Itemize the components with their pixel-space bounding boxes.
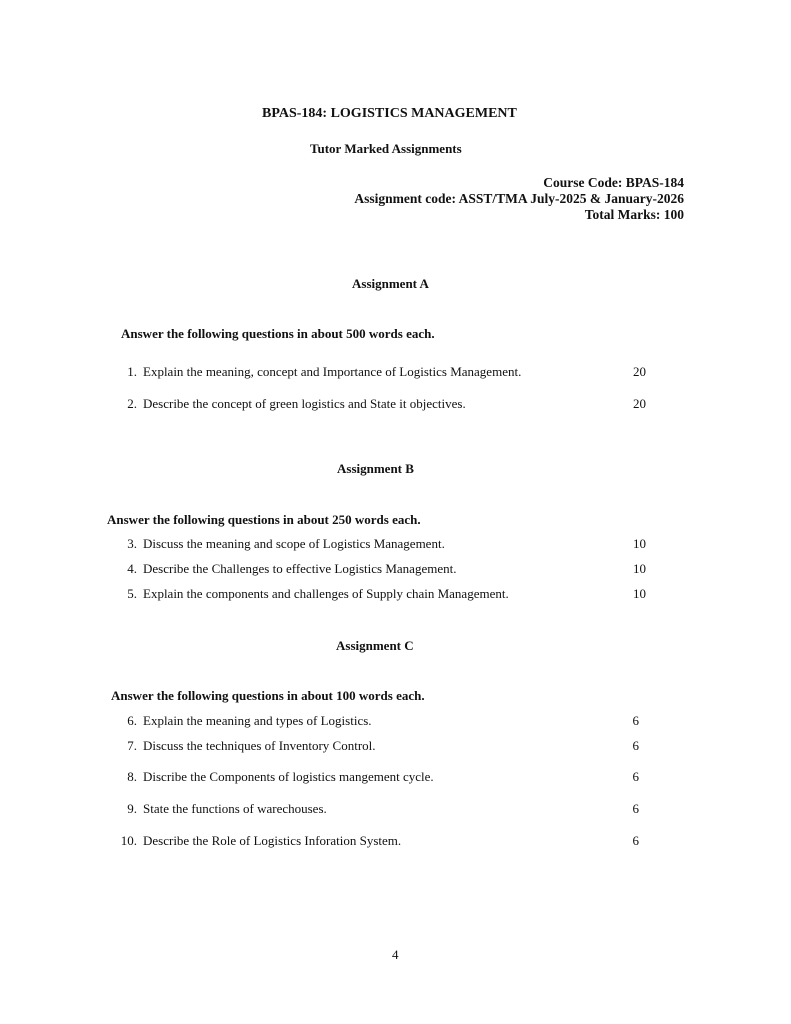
- question-number: 6.: [127, 713, 137, 728]
- course-code: Course Code: BPAS-184: [543, 175, 684, 190]
- question-row: [113, 738, 376, 754]
- question-text: Describe the concept of green logistics and State it objectives.: [143, 396, 466, 411]
- question-text: Explain the meaning and types of Logistics.: [143, 713, 372, 728]
- question-row: [113, 561, 456, 577]
- question-row: [113, 364, 521, 380]
- section-heading: Assignment C: [336, 638, 414, 653]
- question-row: [113, 801, 327, 817]
- question-number: 1.: [127, 364, 137, 379]
- question-marks: 10: [633, 536, 646, 551]
- question-text: State the functions of warechouses.: [143, 801, 327, 816]
- section-heading: Assignment A: [352, 276, 429, 291]
- section-instruction: Answer the following questions in about 250 words each.: [107, 512, 421, 527]
- question-row: [113, 713, 372, 729]
- section-heading: Assignment B: [337, 461, 414, 476]
- question-marks: 6: [632, 713, 639, 728]
- question-number: 4.: [127, 561, 137, 576]
- assignment-code: Assignment code: ASST/TMA July-2025 & January-2026: [354, 191, 684, 206]
- question-number: 8.: [127, 769, 137, 784]
- question-row: [113, 833, 401, 849]
- section-instruction: Answer the following questions in about 500 words each.: [121, 326, 435, 341]
- page-number: 4: [392, 947, 399, 962]
- question-row: [113, 396, 466, 412]
- question-marks: 10: [633, 586, 646, 601]
- question-row: [113, 536, 445, 552]
- question-row: [113, 586, 509, 602]
- question-marks: 10: [633, 561, 646, 576]
- question-text: Discuss the techniques of Inventory Control.: [143, 738, 376, 753]
- question-text: Describe the Role of Logistics Inforation System.: [143, 833, 402, 848]
- question-text: Discuss the meaning and scope of Logistics Management.: [143, 536, 445, 551]
- section-instruction: Answer the following questions in about 100 words each.: [111, 688, 425, 703]
- question-row: [113, 769, 434, 785]
- question-number: 9.: [127, 801, 137, 816]
- question-marks: 20: [633, 396, 646, 411]
- question-number: 3.: [127, 536, 137, 551]
- total-marks: Total Marks: 100: [584, 207, 684, 222]
- question-text: Explain the meaning, concept and Importance of Logistics Management.: [143, 364, 522, 379]
- question-text: Discribe the Components of logistics mangement cycle.: [143, 769, 434, 784]
- question-text: Explain the components and challenges of Supply chain Management.: [143, 586, 509, 601]
- document-subtitle: Tutor Marked Assignments: [310, 141, 462, 156]
- question-marks: 6: [632, 738, 639, 753]
- question-text: Describe the Challenges to effective Logistics Management.: [143, 561, 457, 576]
- question-number: 7.: [127, 738, 137, 753]
- question-marks: 6: [632, 833, 639, 848]
- question-number: 5.: [127, 586, 137, 601]
- question-marks: 20: [633, 364, 646, 379]
- question-marks: 6: [632, 769, 639, 784]
- question-marks: 6: [632, 801, 639, 816]
- question-number: 10.: [120, 833, 137, 848]
- question-number: 2.: [127, 396, 137, 411]
- document-title: BPAS-184: LOGISTICS MANAGEMENT: [262, 106, 517, 121]
